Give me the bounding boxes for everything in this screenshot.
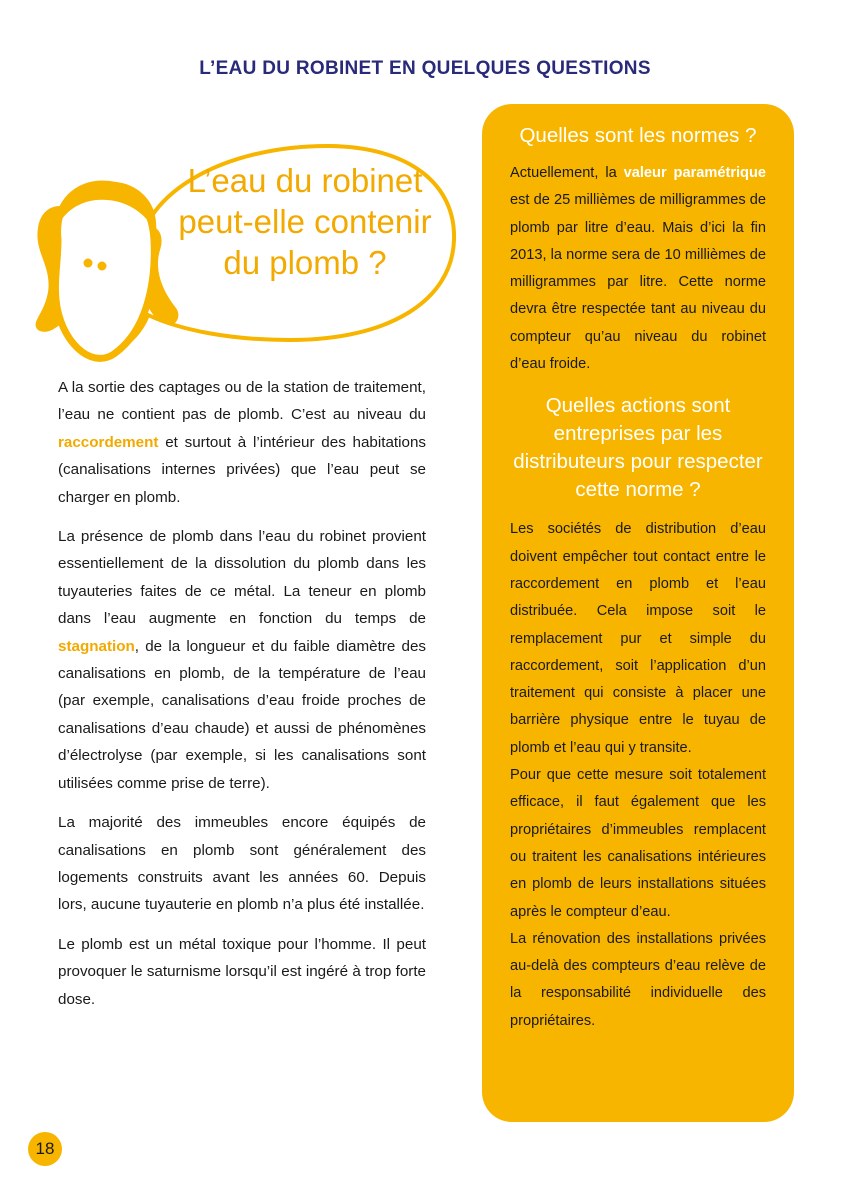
paragraph-buildings: La majorité des immeubles encore équipés de canalisations en plomb sont généralement des logements construits avant les années 60. Depuis lors, aucune tuyauterie en plomb n’a plus été installée. — [58, 814, 426, 914]
highlight-term: valeur paramétrique — [623, 165, 766, 181]
paragraph-presence: La présence de plomb dans l’eau du robinet provient essentiellement de la dissolution du plomb dans les tuyauteries faites de ce métal. La teneur en plomb dans l’eau augmente en fonction du temps de stagnation, de la longueur et du faible diamètre des canalisations en plomb, de la température de l’eau (par exemple, canalisations d’eau froide proches de canalisations d’eau chaude) et aussi de phénomènes d’électrolyse (par exemple, si les canalisations sont utilisées comme prise de terre). — [58, 528, 426, 792]
panel-question-actions: Quelles actions sont entreprises par les distributeurs pour respecter cette norme ? — [513, 394, 763, 502]
highlight-term: stagnation — [58, 637, 135, 655]
character-left-eye — [84, 259, 93, 268]
page-number: 18 — [28, 1132, 62, 1166]
highlight-term: raccordement — [58, 433, 159, 451]
bubble-question — [160, 160, 450, 283]
panel-question-norms: Quelles sont les normes ? — [519, 124, 757, 147]
paragraph-toxicity: Le plomb est un métal toxique pour l’homme. Il peut provoquer le saturnisme lorsqu’il est ingéré à trop forte dose. — [58, 935, 426, 1008]
paragraph-intro: A la sortie des captages ou de la station de traitement, l’eau ne contient pas de plomb. C’est au niveau du raccordement et surtout à l’intérieur des habitations (canalisations internes privées) que l’eau peut se charger en plomb. — [58, 379, 426, 506]
panel-answer-actions-3: La rénovation des installations privées au-delà des compteurs d’eau relève de la responsabilité individuelle des propriétaires. — [510, 930, 766, 1029]
page-header: L’EAU DU ROBINET EN QUELQUES QUESTIONS — [199, 58, 651, 79]
panel-answer-actions-2: Pour que cette mesure soit totalement efficace, il faut également que les propriétaires d’immeubles remplacent ou traitent les canalisations intérieures en plomb de leurs installations situées après le compteur d’eau. — [510, 767, 766, 920]
panel-answer-norms: Actuellement, la valeur paramétrique est de 25 millièmes de milligrammes de plomb par litre d’eau. Mais d’ici la fin 2013, la norme sera de 10 millièmes de milligrammes par litre. Cette norme devra être respectée tant au niveau du compteur qu’au niveau du robinet d’eau froide. — [510, 165, 766, 373]
bubble-line: L’eau du robinet — [187, 162, 423, 199]
bubble-line: peut-elle contenir — [178, 203, 432, 240]
bubble-line: du plomb ? — [223, 244, 387, 281]
panel-answer-actions-1: Les sociétés de distribution d’eau doivent empêcher tout contact entre le raccordement en plomb et l’eau distribuée. Cela impose soit le remplacement pur et simple du raccordement, soit l’application d’un traitement qui consiste à placer une barrière physique entre le tuyau de plomb et l’eau qui y transite. — [510, 521, 766, 756]
main-text-column — [58, 374, 426, 1025]
questions-panel — [482, 104, 794, 1122]
character-right-eye — [98, 262, 107, 271]
